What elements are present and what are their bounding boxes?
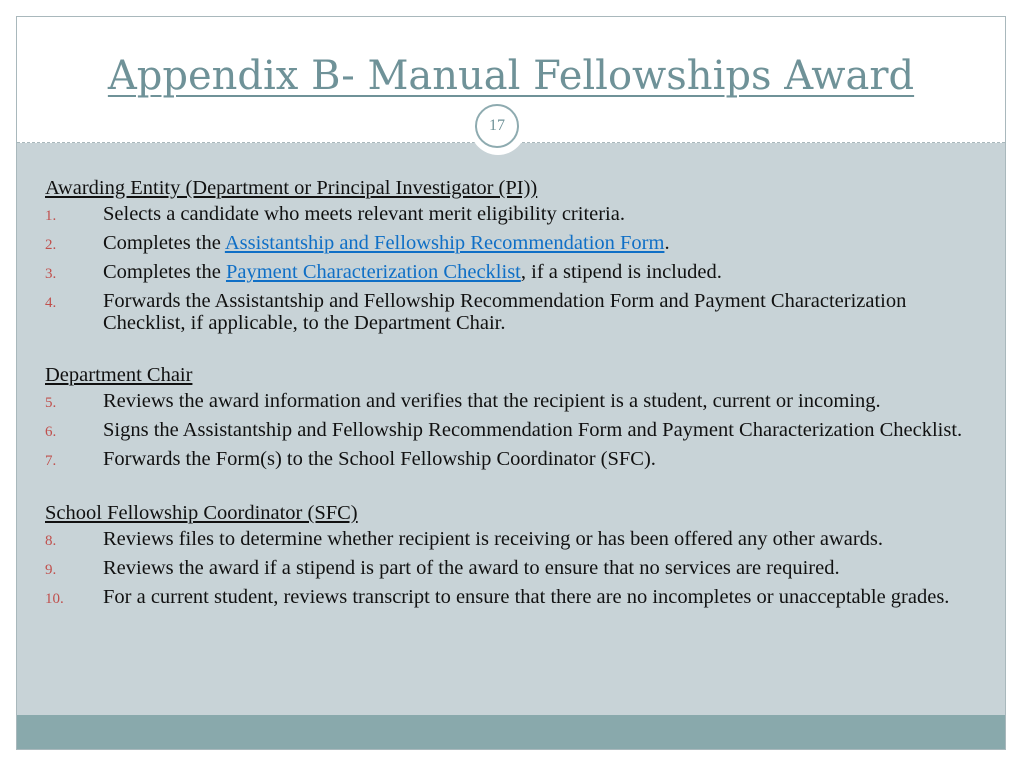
procedure-list bbox=[45, 177, 985, 640]
item-number: 7. bbox=[45, 453, 57, 469]
item-text-segment: For a current student, reviews transcript to ensure that there are no incompletes or unacceptable grades. bbox=[103, 586, 950, 608]
item-text bbox=[103, 528, 985, 552]
item-text bbox=[103, 203, 985, 227]
item-text-segment: Selects a candidate who meets relevant merit eligibility criteria. bbox=[103, 203, 625, 225]
item-text bbox=[103, 290, 985, 334]
section bbox=[45, 177, 985, 334]
item-number: 10. bbox=[45, 591, 64, 607]
item-text bbox=[103, 419, 985, 443]
item-text-segment: Completes the bbox=[103, 261, 226, 283]
item-number: 3. bbox=[45, 266, 57, 282]
list-item bbox=[45, 232, 985, 256]
list-item bbox=[45, 528, 985, 552]
item-text bbox=[103, 448, 985, 472]
item-number: 9. bbox=[45, 562, 57, 578]
content-area bbox=[17, 143, 1005, 715]
section bbox=[45, 364, 985, 472]
list-item bbox=[45, 448, 985, 472]
item-text bbox=[103, 232, 985, 256]
page-number: 17 bbox=[475, 104, 519, 148]
item-text-segment: , if a stipend is included. bbox=[520, 261, 722, 283]
page-number-badge bbox=[470, 99, 526, 155]
slide-title: Appendix B- Manual Fellowships Award bbox=[107, 53, 915, 99]
section-heading: Department Chair bbox=[45, 364, 193, 386]
item-text bbox=[103, 557, 985, 581]
list-item bbox=[45, 557, 985, 581]
item-number: 4. bbox=[45, 295, 57, 311]
item-text-segment: . bbox=[664, 232, 670, 254]
item-number: 2. bbox=[45, 237, 57, 253]
list-item bbox=[45, 419, 985, 443]
footer-bar bbox=[17, 715, 1005, 749]
item-number: 6. bbox=[45, 424, 57, 440]
form-link[interactable]: Payment Characterization Checklist bbox=[225, 261, 521, 283]
list-item bbox=[45, 261, 985, 285]
item-number: 1. bbox=[45, 208, 57, 224]
item-text-segment: Completes the bbox=[103, 232, 225, 254]
section-heading: Awarding Entity (Department or Principal Investigator (PI)) bbox=[45, 177, 538, 199]
form-link[interactable]: Assistantship and Fellowship Recommendation Form bbox=[224, 232, 665, 254]
item-number: 5. bbox=[45, 395, 57, 411]
section bbox=[45, 502, 985, 610]
section-heading: School Fellowship Coordinator (SFC) bbox=[45, 502, 358, 524]
list-item bbox=[45, 390, 985, 414]
item-text-segment: Reviews the award if a stipend is part of the award to ensure that no services are required. bbox=[103, 557, 840, 579]
item-text bbox=[103, 261, 985, 285]
item-text-segment: Reviews the award information and verifies that the recipient is a student, current or incoming. bbox=[103, 390, 881, 412]
item-text bbox=[103, 586, 985, 610]
item-number: 8. bbox=[45, 533, 57, 549]
list-item bbox=[45, 290, 985, 334]
item-text-segment: Forwards the Form(s) to the School Fellowship Coordinator (SFC). bbox=[103, 448, 656, 470]
item-text-segment: Reviews files to determine whether recipient is receiving or has been offered any other awards. bbox=[103, 528, 884, 550]
list-item bbox=[45, 586, 985, 610]
list-item bbox=[45, 203, 985, 227]
item-text-segment: Signs the Assistantship and Fellowship Recommendation Form and Payment Characterization Checklist. bbox=[103, 419, 963, 441]
item-text bbox=[103, 390, 985, 414]
item-text-segment: Forwards the Assistantship and Fellowship Recommendation Form and Payment Characterization Checklist, if applicable, to the Department Chair. bbox=[103, 290, 907, 334]
